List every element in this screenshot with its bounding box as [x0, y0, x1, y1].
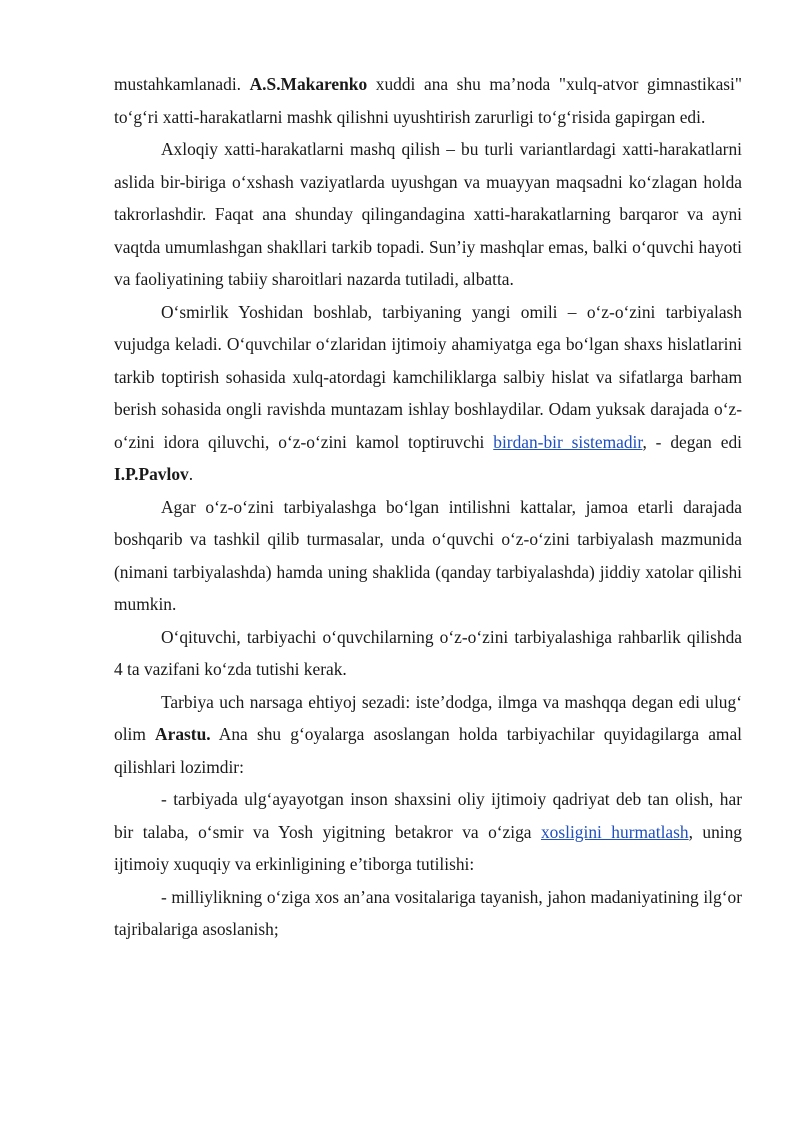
document-page	[114, 68, 742, 946]
paragraph-8	[114, 881, 742, 946]
author-name-arastu: Arastu.	[155, 724, 211, 744]
text-segment: Ana shu g‘oyalarga asoslangan holda tarbiyachilar quyidagilarga amal qilishlari lozimdir:	[114, 724, 742, 777]
text-segment: xuddi ana shu ma’noda "xulq-atvor gimnastikasi" to‘g‘ri xatti-harakatlarni mashk qilishni uyushtirish zarurligi to‘g‘risida gapirgan edi.	[114, 74, 742, 127]
link-birdan-bir-sistemadir[interactable]: birdan-bir sistemadir	[493, 431, 643, 452]
text-segment: O‘qituvchi, tarbiyachi o‘quvchilarning o‘z-o‘zini tarbiyalashiga rahbarlik qilishda 4 ta vazifani ko‘zda tutishi kerak.	[114, 626, 742, 679]
paragraph-2	[114, 133, 742, 296]
text-segment: Agar o‘z-o‘zini tarbiyalashga bo‘lgan intilishni kattalar, jamoa etarli darajada boshqarib va tashkil qilib turmasalar, unda o‘quvchi o‘z-o‘zini tarbiyalash mazmunida (nimani tarbiyalashda) hamda uning shaklida (qanday tarbiyalashda) jiddiy xatolar qilishi mumkin.	[114, 496, 742, 614]
text-segment: .	[188, 464, 194, 484]
paragraph-4	[114, 491, 742, 621]
paragraph-5	[114, 621, 742, 686]
paragraph-7	[114, 783, 742, 881]
author-name-makarenko: A.S.Makarenko	[249, 74, 368, 94]
text-segment: , uning ijtimoiy xuquqiy va erkinligining e’tiborga tutilishi:	[114, 821, 743, 874]
text-segment: , - degan edi	[642, 431, 742, 452]
text-segment: Axloqiy xatti-harakatlarni mashq qilish – bu turli variantlardagi xatti-harakatlarni aslida bir-biriga o‘xshash vaziyatlarda uyushgan va muayyan maqsadni ko‘zlagan holda takrorlashdir. Faqat ana shunday qilingandagina xatti-harakatlarning barqaror va ayni vaqtda umumlashgan shakllari tarkib topadi. Sun’iy mashqlar emas, balki o‘quvchi hayoti va faoliyatining tabiiy sharoitlari nazarda tutiladi, albatta.	[114, 139, 742, 289]
text-segment: - tarbiyada ulg‘ayayotgan inson shaxsini oliy ijtimoiy qadriyat deb tan olish, har bir talaba, o‘smir va Yosh yigitning betakror va o‘ziga	[114, 789, 742, 842]
paragraph-6	[114, 686, 742, 784]
paragraph-3	[114, 296, 742, 491]
link-xosligini-hurmatlash[interactable]: xosligini hurmatlash	[540, 821, 689, 842]
text-segment: O‘smirlik Yoshidan boshlab, tarbiyaning yangi omili – o‘z-o‘zini tarbiyalash vujudga keladi. O‘quvchilar o‘zlaridan ijtimoiy ahamiyatga ega bo‘lgan shaxs hislatlarini tarkib toptirish sohasida xulq-atordagi kamchiliklarga salbiy hislat va sifatlarga barham berish sohasida ongli ravishda muntazam ishlay boshlaydilar. Odam yuksak darajada o‘z-o‘zini idora qiluvchi, o‘z-o‘zini kamol toptiruvchi	[114, 301, 742, 452]
author-name-pavlov: I.P.Pavlov	[114, 464, 189, 484]
paragraph-1	[114, 68, 742, 133]
text-segment: mustahkamlanadi.	[114, 74, 250, 94]
text-segment: - milliylikning o‘ziga xos an’ana vositalariga tayanish, jahon madaniyatining ilg‘or tajribalariga asoslanish;	[114, 886, 742, 939]
text-segment: Tarbiya uch narsaga ehtiyoj sezadi: iste’dodga, ilmga va mashqqa degan edi ulug‘ olim	[114, 691, 742, 744]
